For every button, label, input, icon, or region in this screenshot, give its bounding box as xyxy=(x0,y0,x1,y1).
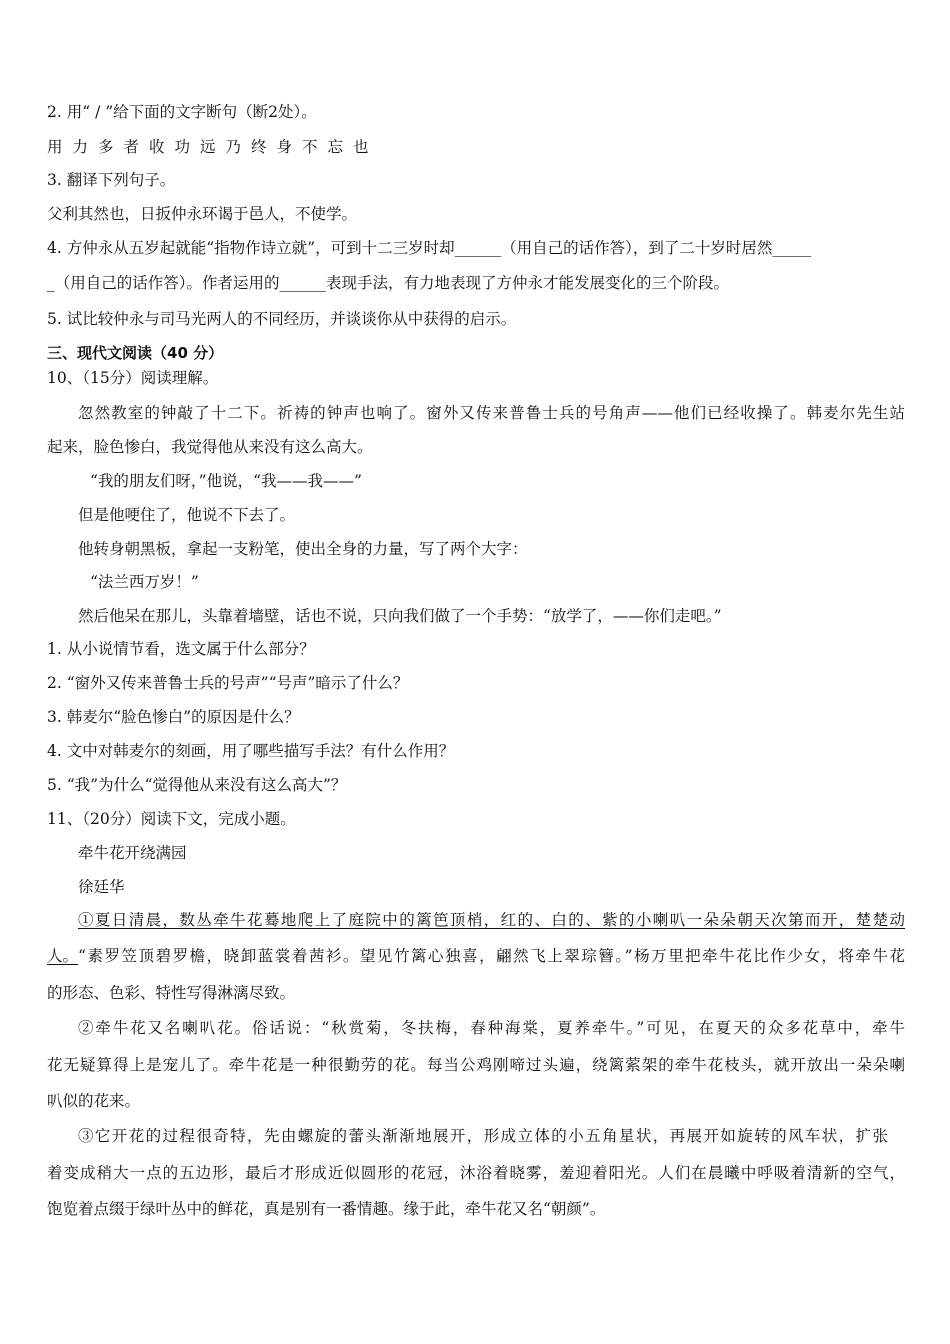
passage-2-paragraph-1-line-1: ①夏日清晨，数丛牵牛花蓦地爬上了庭院中的篱笆顶梢，红的、白的、紫的小喇叭一朵朵朝天次第而开，楚楚动 xyxy=(78,911,905,929)
question-10-3: 3. 韩麦尔“脸色惨白”的原因是什么？ xyxy=(47,708,300,726)
passage-1-long-live-france: “法兰西万岁！” xyxy=(90,573,199,591)
passage-2-paragraph-1-line-3: 的形态、色彩、特性写得淋漓尽致。 xyxy=(47,984,296,1002)
passage-2-paragraph-3-line-3: 饱览着点缀于绿叶丛中的鲜花，真是别有一番情趣。缘于此，牵牛花又名“朝颜”。 xyxy=(47,1200,606,1218)
passage-2-paragraph-2-line-2: 花无疑算得上是宠儿了。牵牛花是一种很勤劳的花。每当公鸡刚啼过头遍，绕篱萦架的牵牛花枝头，就开放出一朵朵喇 xyxy=(47,1056,905,1074)
passage-2-paragraph-2-line-3: 叭似的花来。 xyxy=(47,1092,141,1110)
section-heading-modern-reading: 三、现代文阅读（40 分） xyxy=(47,344,224,362)
question-11-heading: 11、（20分）阅读下文，完成小题。 xyxy=(47,810,296,828)
passage-1-dialogue: “我的朋友们呀，”他说，“我——我——” xyxy=(90,472,362,490)
passage-2-paragraph-2-line-1: ②牵牛花又名喇叭花。俗话说：“秋赏菊，冬扶梅，春种海棠，夏养牵牛。”可见，在夏天的众多花草中，牵牛 xyxy=(78,1019,905,1037)
question-5: 5. 试比较仲永与司马光两人的不同经历，并谈谈你从中获得的启示。 xyxy=(47,310,517,328)
passage-2-paragraph-1-line-2-start: 人。 xyxy=(47,947,79,965)
passage-1-blackboard: 他转身朝黑板，拿起一支粉笔，使出全身的力量，写了两个大字： xyxy=(78,540,528,558)
question-10-1: 1. 从小说情节看，选文属于什么部分？ xyxy=(47,640,315,658)
passage-2-author: 徐廷华 xyxy=(78,878,125,896)
passage-2-poem-quote: “素罗笠顶碧罗檐，晓卸蓝裳着茜衫。望见竹篱心独喜，翩然飞上翠琮簪。”杨万里把牵牛花比作少女，将牵牛花 xyxy=(78,947,905,965)
passage-2-title: 牵牛花开绕满园 xyxy=(78,844,187,862)
question-3: 3. 翻译下列句子。 xyxy=(47,171,176,189)
question-10-4: 4. 文中对韩麦尔的刻画，用了哪些描写手法？有什么作用？ xyxy=(47,742,455,760)
question-4-line-2: _（用自己的话作答）。作者运用的______表现手法，有力地表现了方仲永才能发展变化的三个阶段。 xyxy=(47,274,730,292)
passage-1-choked: 但是他哽住了，他说不下去了。 xyxy=(78,506,296,524)
passage-1-dismissal: 然后他呆在那儿，头靠着墙壁，话也不说，只向我们做了一个手势：“放学了，——你们走吧。” xyxy=(78,607,722,625)
passage-1-paragraph-1-line-1: 忽然教室的钟敲了十二下。祈祷的钟声也响了。窗外又传来普鲁士兵的号角声——他们已经收操了。韩麦尔先生站 xyxy=(78,404,905,422)
question-2: 2. 用“ / ”给下面的文字断句（断2处）。 xyxy=(47,103,317,121)
sentence-to-translate: 父利其然也，日扳仲永环谒于邑人，不使学。 xyxy=(47,205,358,223)
question-4-line-1: 4. 方仲永从五岁起就能“指物作诗立就”，可到十二三岁时却______（用自己的话作答），到了二十岁时居然_____ xyxy=(47,239,812,257)
question-10-5: 5. “我”为什么“觉得他从来没有这么高大”？ xyxy=(47,776,347,794)
question-10-heading: 10、（15分）阅读理解。 xyxy=(47,369,219,387)
question-10-2: 2. “窗外又传来普鲁士兵的号声”“号声”暗示了什么？ xyxy=(47,674,409,692)
passage-1-paragraph-1-line-2: 起来，脸色惨白，我觉得他从来没有这么高大。 xyxy=(47,438,373,456)
passage-2-paragraph-3-line-1: ③它开花的过程很奇特，先由螺旋的蕾头渐渐地展开，形成立体的小五角星状，再展开如旋转的风车状，扩张 xyxy=(78,1127,888,1145)
passage-2-paragraph-3-line-2: 着变成稍大一点的五边形，最后才形成近似圆形的花冠，沐浴着晓雾，羞迎着阳光。人们在晨曦中呼吸着清新的空气， xyxy=(47,1164,905,1182)
classical-text-to-punctuate: 用力多者收功远乃终身不忘也 xyxy=(47,138,379,156)
